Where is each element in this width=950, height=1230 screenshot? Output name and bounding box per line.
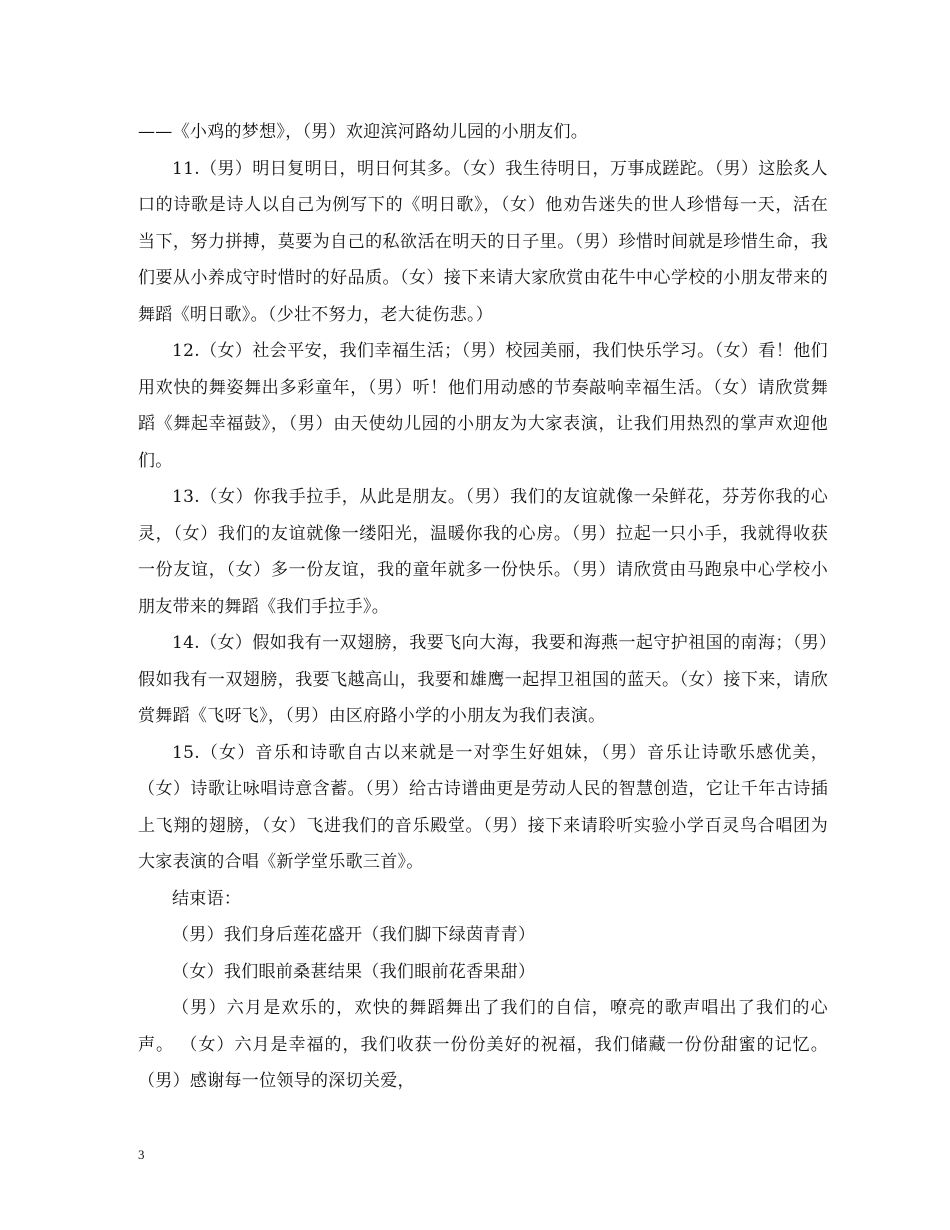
document-body [138, 114, 828, 1100]
paragraph-intro: ——《小鸡的梦想》，（男）欢迎滨河路幼儿园的小朋友们。 [138, 122, 589, 142]
paragraph-12: 12.（女）社会平安，我们幸福生活；（男）校园美丽，我们快乐学习。（女）看！他们用欢快的舞姿舞出多彩童年，（男）听！他们用动感的节奏敲响幸福生活。（女）请欣赏舞蹈《舞起幸福鼓》，（男）由天使幼儿园的小朋友为大家表演，让我们用热烈的掌声欢迎他们。 [138, 341, 828, 471]
paragraph-13: 13.（女）你我手拉手，从此是朋友。（男）我们的友谊就像一朵鲜花，芬芳你我的心灵，（女）我们的友谊就像一缕阳光，温暖你我的心房。（男）拉起一只小手，我就得收获一份友谊，（女）多一份友谊，我的童年就多一份快乐。（男）请欣赏由马跑泉中心学校小朋友带来的舞蹈《我们手拉手》。 [138, 487, 828, 617]
closing-line-1: （男）我们身后莲花盛开（我们脚下绿茵青青） [172, 925, 536, 945]
closing-heading: 结束语： [172, 888, 242, 909]
paragraph-14: 14.（女）假如我有一双翅膀，我要飞向大海，我要和海燕一起守护祖国的南海；（男）假如我有一双翅膀，我要飞越高山，我要和雄鹰一起捍卫祖国的蓝天。（女）接下来，请欣赏舞蹈《飞呀飞》，（男）由区府路小学的小朋友为我们表演。 [138, 633, 828, 726]
paragraph-15: 15.（女）音乐和诗歌自古以来就是一对孪生好姐妹，（男）音乐让诗歌乐感优美，（女）诗歌让咏唱诗意含蓄。（男）给古诗谱曲更是劳动人民的智慧创造，它让千年古诗插上飞翔的翅膀，（女）飞进我们的音乐殿堂。（男）接下来请聆听实验小学百灵鸟合唱团为大家表演的合唱《新学堂乐歌三首》。 [138, 742, 828, 872]
paragraph-11: 11.（男）明日复明日，明日何其多。（女）我生待明日，万事成蹉跎。（男）这脍炙人口的诗歌是诗人以自己为例写下的《明日歌》，（女）他劝告迷失的世人珍惜每一天，活在当下，努力拼搏，莫要为自己的私欲活在明天的日子里。（男）珍惜时间就是珍惜生命，我们要从小养成守时惜时的好品质。（女）接下来请大家欣赏由花牛中心学校的小朋友带来的舞蹈《明日歌》。（少壮不努力，老大徒伤悲。） [138, 158, 828, 325]
page-number: 3 [138, 1147, 145, 1162]
closing-paragraph: （男）六月是欢乐的，欢快的舞蹈舞出了我们的自信，嘹亮的歌声唱出了我们的心声。 （女）六月是幸福的，我们收获一份份美好的祝福，我们储藏一份份甜蜜的记忆。 （男）感谢每一位领导的深切关爱， [138, 998, 828, 1091]
closing-line-2: （女）我们眼前桑葚结果（我们眼前花香果甜） [172, 961, 536, 982]
